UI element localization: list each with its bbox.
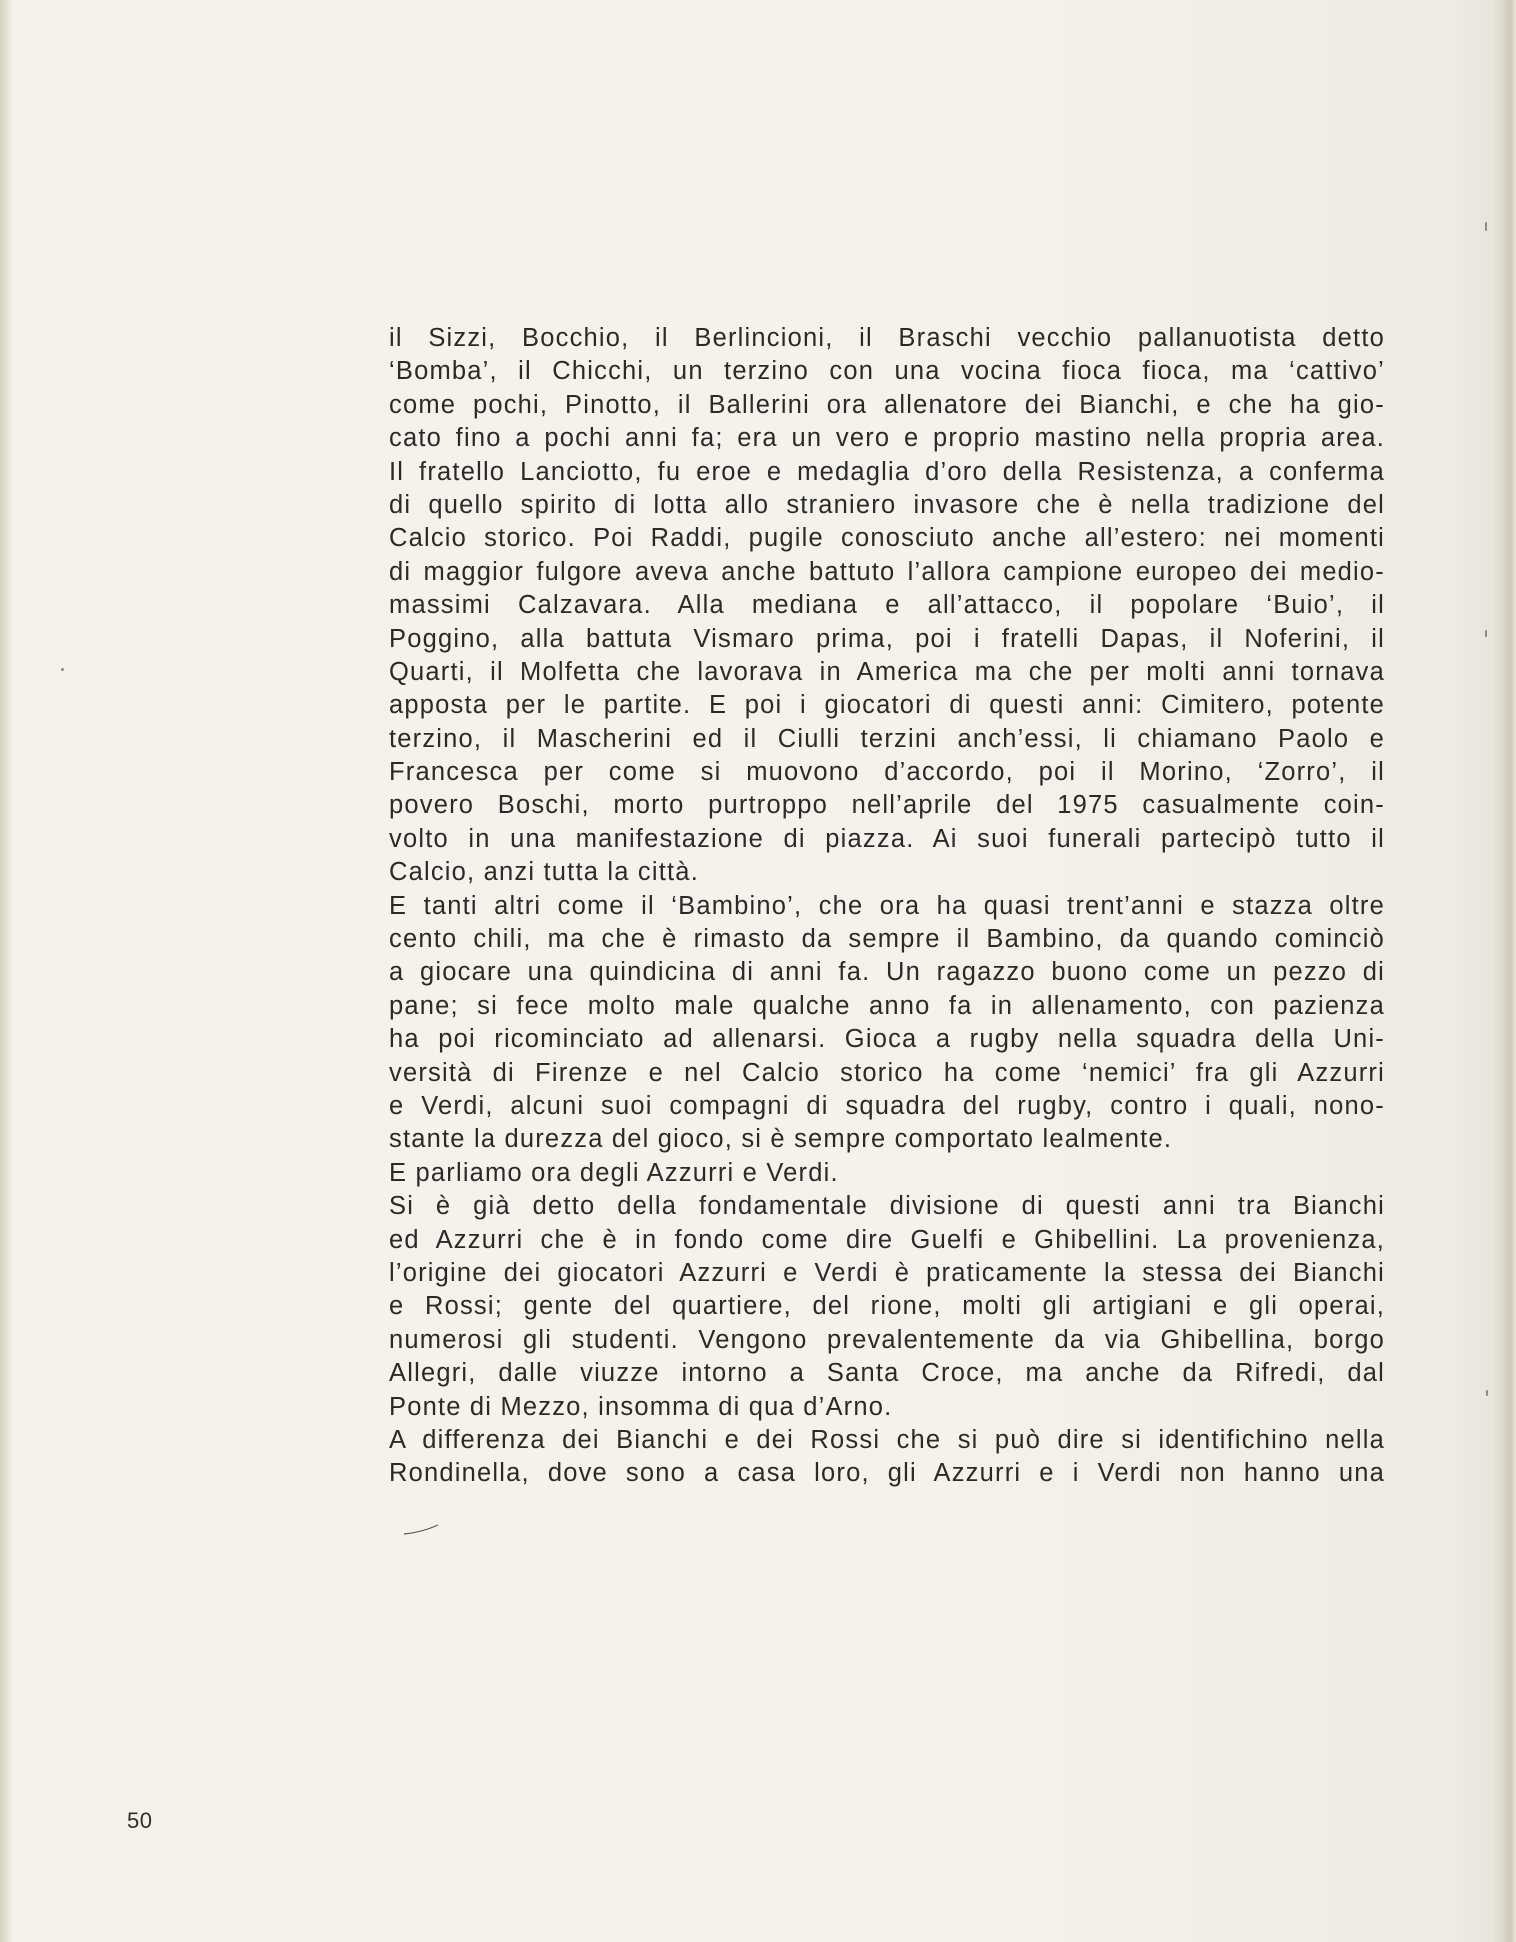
text-line: Ponte di Mezzo, insomma di qua d’Arno. [389,1392,893,1421]
paper-speck [1486,1390,1488,1396]
text-line: povero Boschi, morto purtroppo nell’aprile del 1975 casualmente coin- [389,791,1385,820]
text-line: Allegri, dalle viuzze intorno a Santa Croce, ma anche da Rifredi, dal [389,1359,1385,1388]
text-line: massimi Calzavara. Alla mediana e all’attacco, il popolare ‘Buio’, il [389,591,1385,620]
text-line: ‘Bomba’, il Chicchi, un terzino con una vocina fioca fioca, ma ‘cattivo’ [389,357,1385,386]
text-line: Si è già detto della fondamentale divisione di questi anni tra Bianchi [389,1192,1385,1221]
text-line: il Sizzi, Bocchio, il Berlincioni, il Braschi vecchio pallanuotista detto [389,324,1385,352]
text-line: Rondinella, dove sono a casa loro, gli Azzurri e i Verdi non hanno una [389,1459,1385,1488]
text-line: di maggior fulgore aveva anche battuto l’allora campione europeo dei medio- [389,557,1385,586]
paper-speck [61,668,64,671]
text-line: Francesca per come si muovono d’accordo, poi il Morino, ‘Zorro’, il [389,758,1385,787]
text-line: di quello spirito di lotta allo straniero invasore che è nella tradizione del [389,490,1385,519]
text-line: a giocare una quindicina di anni fa. Un ragazzo buono come un pezzo di [389,958,1385,987]
text-line: l’origine dei giocatori Azzurri e Verdi è praticamente la stessa dei Bianchi [389,1258,1385,1287]
body-text [389,322,1385,1491]
text-line: e Verdi, alcuni suoi compagni di squadra del rugby, contro i quali, nono- [389,1091,1385,1120]
paper-speck [1485,630,1487,637]
text-line: E parliamo ora degli Azzurri e Verdi. [389,1158,839,1187]
page-binding-edge [1490,0,1516,1942]
text-line: ed Azzurri che è in fondo come dire Guelfi e Ghibellini. La provenienza, [389,1225,1385,1254]
text-line: numerosi gli studenti. Vengono prevalentemente da via Ghibellina, borgo [389,1325,1385,1354]
text-line: stante la durezza del gioco, si è sempre comportato lealmente. [389,1125,1173,1154]
text-line: terzino, il Mascherini ed il Ciulli terzini anch’essi, li chiamano Paolo e [389,724,1385,753]
page-number: 50 [127,1808,153,1833]
text-line: pane; si fece molto male qualche anno fa in allenamento, con pazienza [389,991,1385,1020]
page-left-edge [0,0,10,1942]
text-line: e Rossi; gente del quartiere, del rione, molti gli artigiani e gli operai, [389,1292,1385,1321]
pen-mark [403,1524,439,1536]
text-line: versità di Firenze e nel Calcio storico ha come ‘nemici’ fra gli Azzurri [389,1058,1385,1087]
text-line: cento chili, ma che è rimasto da sempre il Bambino, da quando cominciò [389,925,1385,954]
text-line: come pochi, Pinotto, il Ballerini ora allenatore dei Bianchi, e che ha gio- [389,390,1385,419]
text-line: ha poi ricominciato ad allenarsi. Gioca a rugby nella squadra della Uni- [389,1025,1385,1054]
text-line: A differenza dei Bianchi e dei Rossi che si può dire si identifichino nella [389,1425,1385,1454]
text-line: Calcio, anzi tutta la città. [389,858,699,887]
text-line: apposta per le partite. E poi i giocatori di questi anni: Cimitero, potente [389,691,1385,720]
text-line: Poggino, alla battuta Vismaro prima, poi i fratelli Dapas, il Noferini, il [389,624,1385,653]
text-line: Quarti, il Molfetta che lavorava in America ma che per molti anni tornava [389,657,1385,686]
text-line: E tanti altri come il ‘Bambino’, che ora ha quasi trent’anni e stazza oltre [389,891,1385,920]
text-line: cato fino a pochi anni fa; era un vero e proprio mastino nella propria area. [389,424,1385,453]
paper-speck [1485,222,1487,231]
text-line: Il fratello Lanciotto, fu eroe e medaglia d’oro della Resistenza, a conferma [389,457,1385,486]
text-line: volto in una manifestazione di piazza. Ai suoi funerali partecipò tutto il [389,824,1385,853]
text-line: Calcio storico. Poi Raddi, pugile conosciuto anche all’estero: nei momenti [389,524,1385,553]
